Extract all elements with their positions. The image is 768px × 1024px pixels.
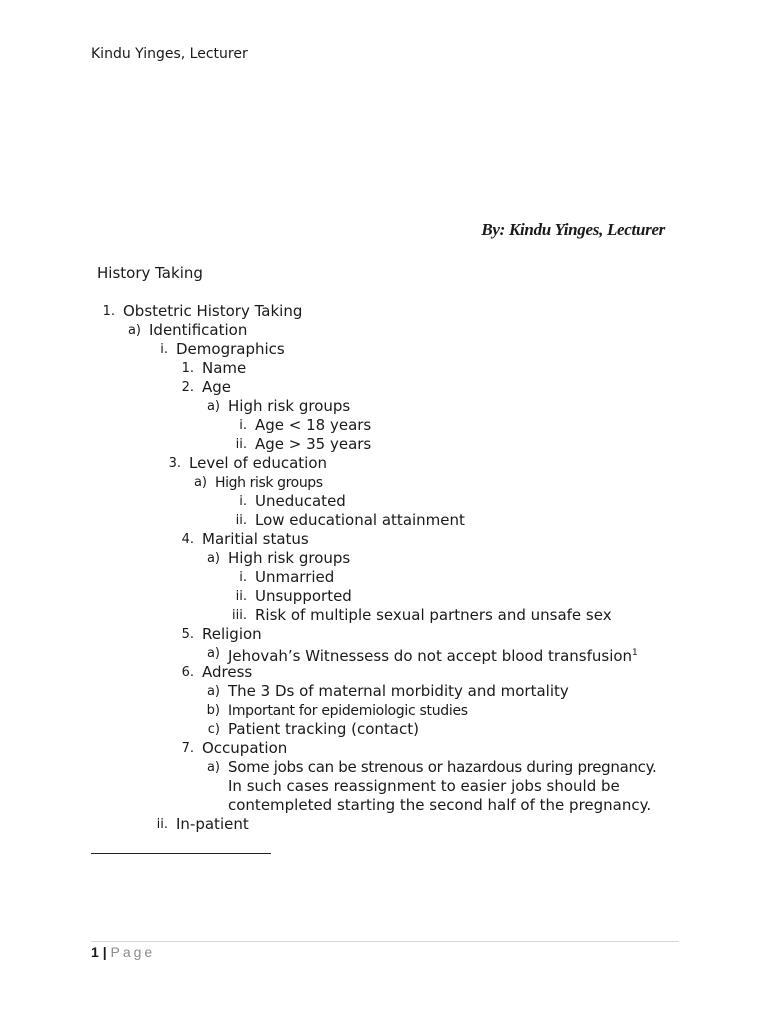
author-byline: By: Kindu Yinges, Lecturer — [481, 220, 665, 239]
list-item: i. Uneducated — [239, 492, 346, 510]
footnote-separator — [91, 853, 271, 854]
page-footer — [91, 944, 155, 960]
list-item: a) Jehovah’s Witnessess do not accept blood transfusion$^1$ — [206, 646, 638, 665]
list-item: a) High risk groups — [206, 397, 351, 415]
list-item: a) The 3 Ds of maternal morbidity and mortality — [206, 682, 569, 700]
list-item: i. Age < 18 years — [239, 416, 372, 434]
list-item: ii. Age > 35 years — [235, 435, 372, 453]
list-item: 4. Maritial status — [181, 530, 309, 548]
list-item: 1. Obstetric History Taking — [102, 302, 303, 320]
list-item: ii. Unsupported — [235, 587, 352, 605]
list-item: i. Unmarried — [239, 568, 335, 586]
page-label: Page — [110, 944, 156, 960]
list-item: b) Important for epidemiologic studies — [206, 703, 468, 719]
list-item: 2. Age — [181, 378, 232, 396]
page-header: Kindu Yinges, Lecturer — [91, 46, 248, 62]
list-item: a) Some jobs can be strenous or hazardous during pregnancy. — [206, 758, 657, 776]
list-item: i. Demographics — [160, 340, 285, 358]
list-item: a) Identification — [127, 321, 248, 339]
list-item: 5. Religion — [181, 625, 262, 643]
section-title: History Taking — [97, 264, 203, 282]
footer-separator: | — [102, 944, 107, 960]
page-number: 1 — [91, 944, 99, 960]
list-item: 1. Name — [181, 359, 247, 377]
list-item: a) High risk groups — [193, 475, 323, 491]
footnote-ref: 1 — [632, 648, 638, 658]
list-item: 6. Adress — [181, 663, 253, 681]
list-item: ii. In-patient — [156, 815, 249, 833]
list-item: a) High risk groups — [206, 549, 351, 567]
list-item: 3. Level of education — [168, 454, 328, 472]
list-item: iii. Risk of multiple sexual partners and unsafe sex — [232, 606, 612, 624]
list-item: ii. Low educational attainment — [235, 511, 465, 529]
footer-divider — [91, 941, 679, 942]
list-item: c) Patient tracking (contact) — [207, 720, 419, 738]
list-item: contempleted starting the second half of the pregnancy. — [228, 796, 652, 814]
list-item: 7. Occupation — [181, 739, 288, 757]
list-item: In such cases reassignment to easier jobs should be — [228, 777, 620, 795]
